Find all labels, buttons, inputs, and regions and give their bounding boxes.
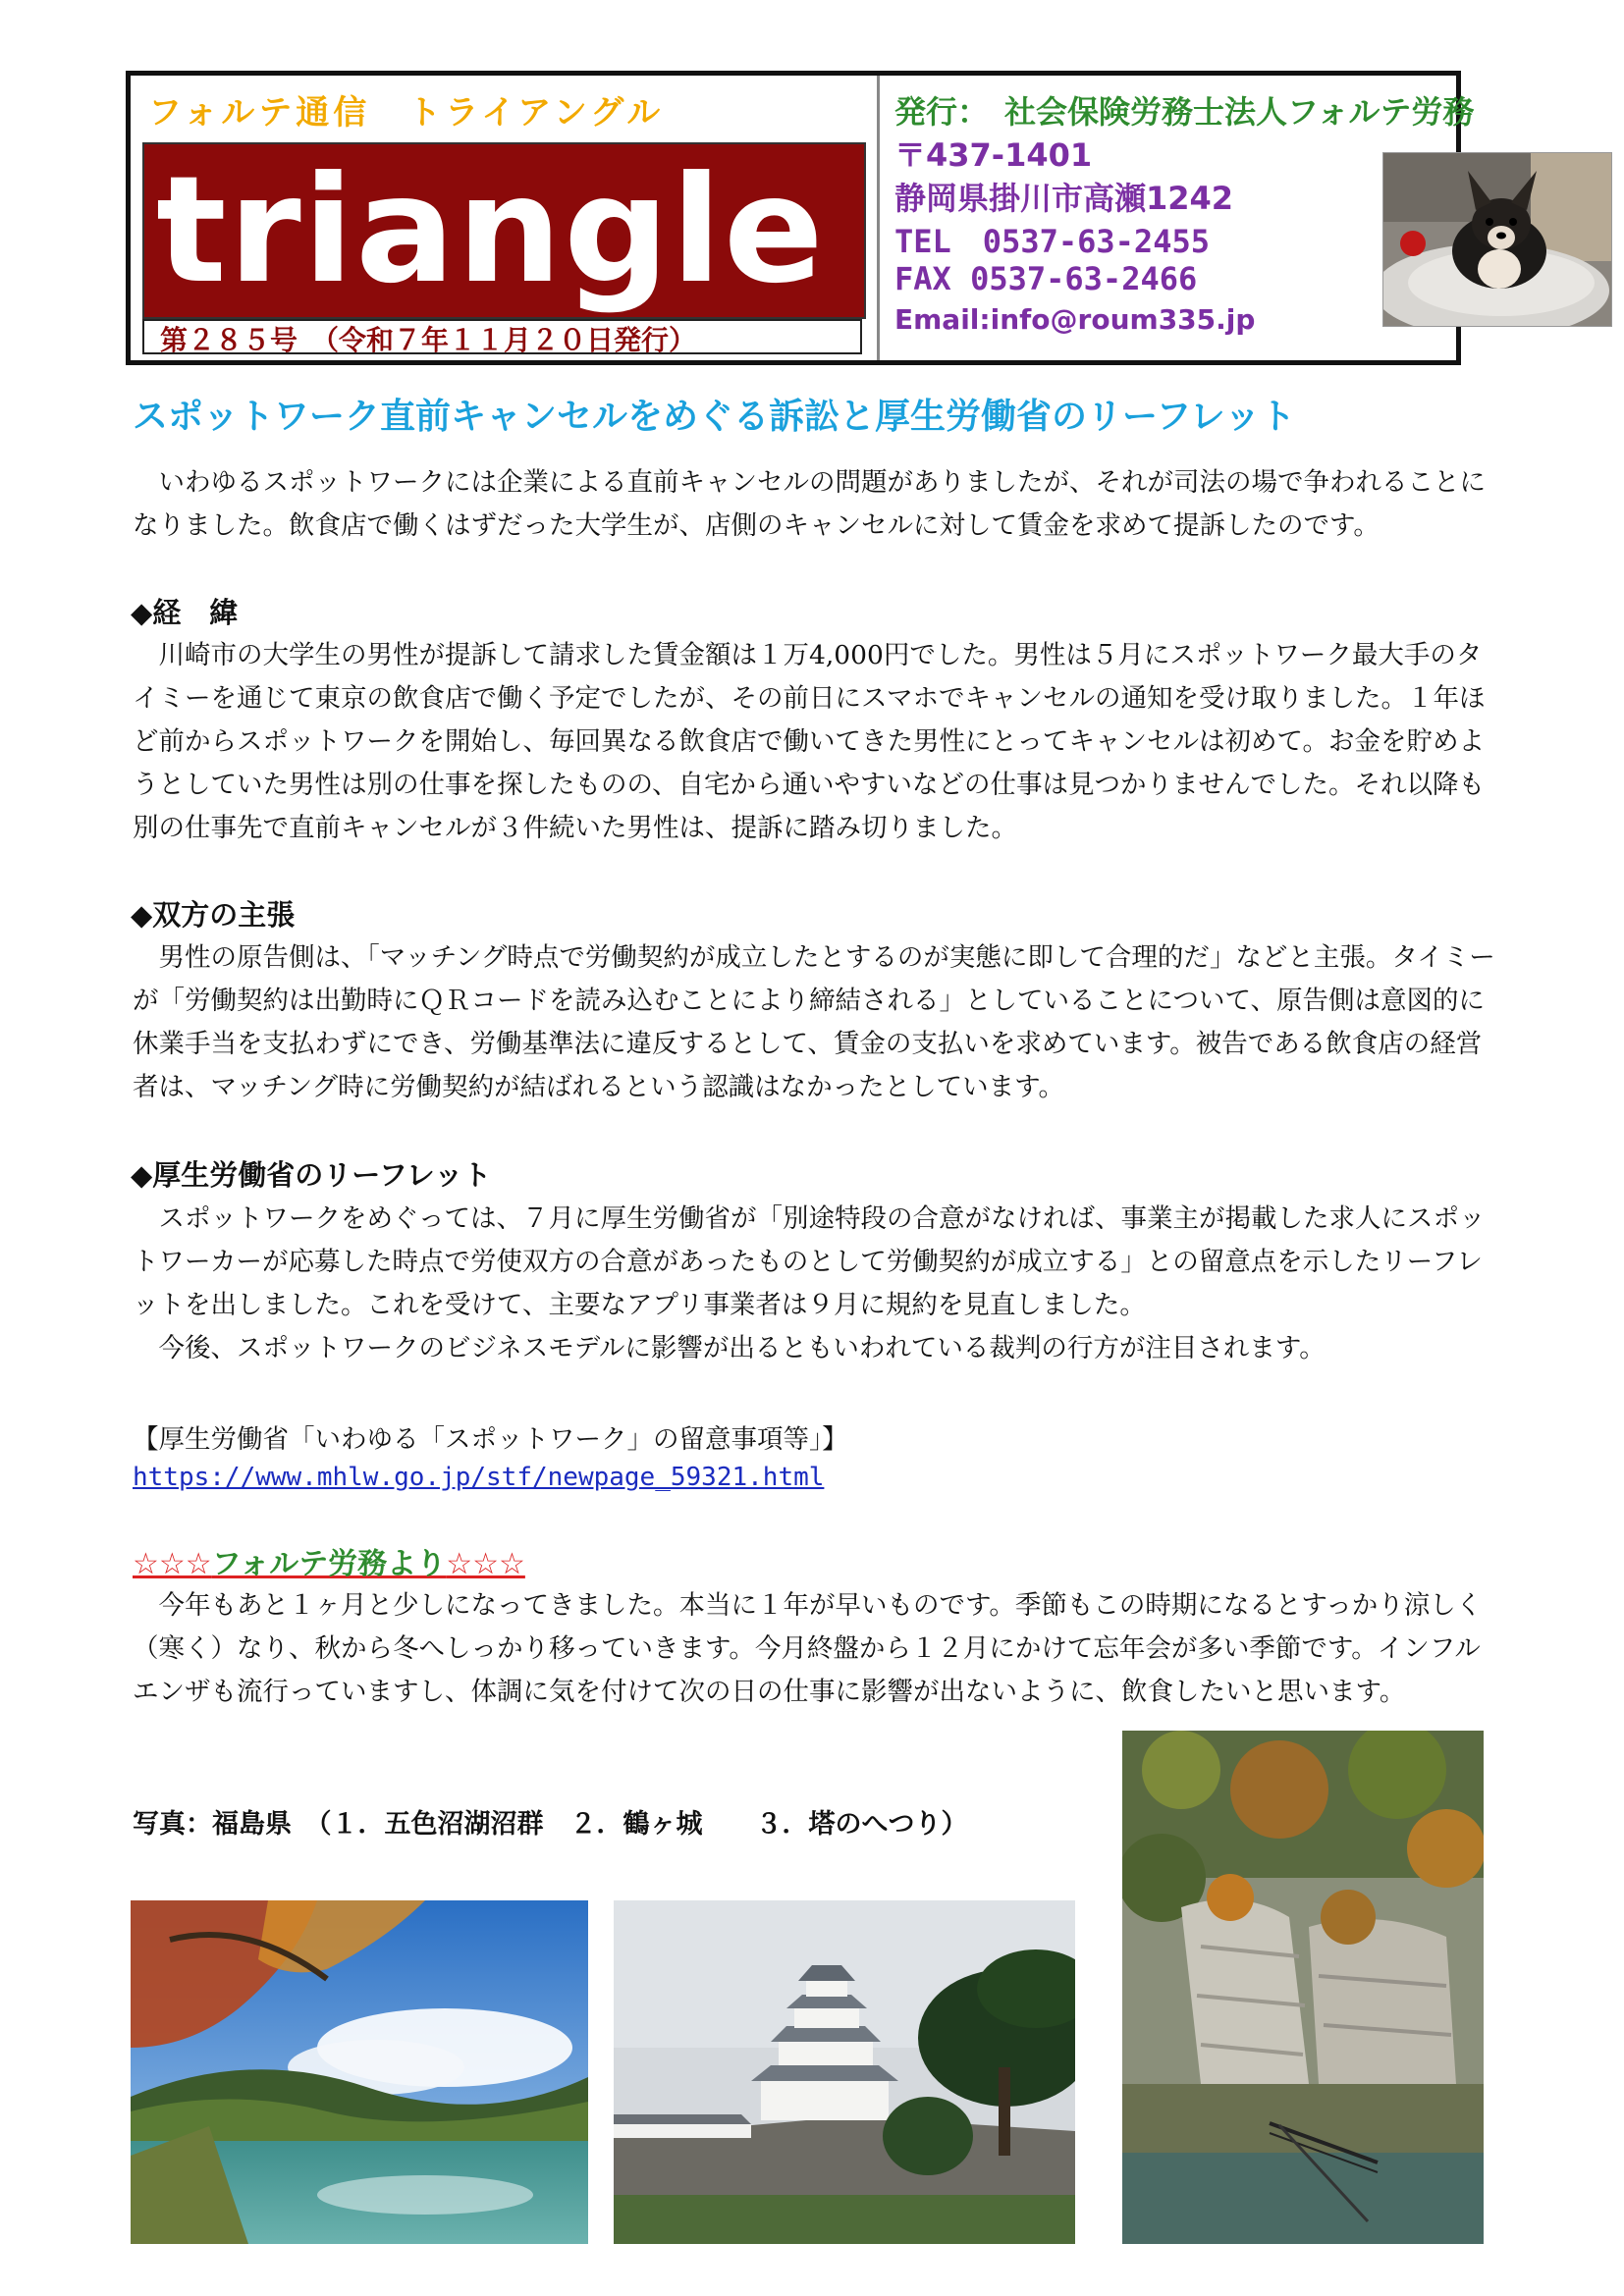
section-leaflet <box>133 1198 1502 1370</box>
photo-tonohetsuri <box>1122 1731 1484 2244</box>
section-background <box>133 634 1502 850</box>
reference-link[interactable]: https://www.mhlw.go.jp/stf/newpage_59321.html <box>133 1463 825 1492</box>
article-headline: スポットワーク直前キャンセルをめぐる訴訟と厚生労働省のリーフレット <box>133 397 1296 437</box>
reference-title: 【厚生労働省「いわゆる「スポットワーク」の留意事項等」】 <box>133 1424 848 1455</box>
forte-message <box>133 1584 1502 1714</box>
section-background-text: 川崎市の大学生の男性が提訴して請求した賃金額は１万4,000円でした。男性は５月にスポットワーク最大手のタイミーを通じて東京の飲食店で働く予定でしたが、その前日にスマホでキャンセルの通知を受け取りました。１年ほど前からスポットワークを開始し、毎回異なる飲食店で働いてきた男性にとってキャンセルは初めて。お金を貯めようとしていた男性は別の仕事を探したものの、自宅から通いやすいなどの仕事は見つかりませんでした。それ以降も別の仕事先で直前キャンセルが３件続いた男性は、提訴に踏み切りました。 <box>133 640 1486 843</box>
forte-message-text: 今年もあと１ヶ月と少しになってきました。本当に１年が早いものです。季節もこの時期になるとすっかり涼しく（寒く）なり、秋から冬へしっかり移っていきます。今月終盤から１２月にかけて忘年会が多い季節です。インフルエンザも流行っていますし、体調に気を付けて次の日の仕事に影響が出ないように、飲食したいと思います。 <box>133 1590 1483 1707</box>
masthead-subtitle: フォルテ通信 トライアングル <box>148 93 665 133</box>
masthead-title-banner <box>142 142 866 319</box>
email-address[interactable]: Email:info@roum335.jp <box>894 303 1256 336</box>
section-leaflet-text-2: 今後、スポットワークのビジネスモデルに影響が出るともいわれている裁判の行方が注目されます。 <box>158 1333 1326 1363</box>
section-claims-text: 男性の原告側は、「マッチング時点で労働契約が成立したとするのが実態に即して合理的だ」などと主張。タイミーが「労働契約は出勤時にＱＲコードを読み込むことにより締結される」としていることについて、原告側は意図的に休業手当を支払わずにでき、労働基準法に違反するとして、賃金の支払いを求めています。被告である飲食店の経営者は、マッチング時に労働契約が結ばれるという認識はなかったとしています。 <box>133 942 1495 1102</box>
masthead-title-block <box>131 76 877 360</box>
photo-tsurugajo <box>614 1900 1075 2244</box>
section-heading-leaflet: ◆厚生労働省のリーフレット <box>131 1158 492 1192</box>
masthead-divider <box>877 76 880 360</box>
section-heading-claims: ◆双方の主張 <box>131 898 296 932</box>
photo-caption: 写真：福島県 （１．五色沼湖沼群 ２．鶴ヶ城 ３．塔のへつり） <box>133 1809 968 1840</box>
intro-paragraph: いわゆるスポットワークには企業による直前キャンセルの問題がありましたが、それが司法の場で争われることになりました。飲食店で働くはずだった大学生が、店側のキャンセルに対して賃金を求めて提訴したのです。 <box>133 467 1486 541</box>
issue-number: 第２８５号 （令和７年１１月２０日発行） <box>160 324 697 356</box>
fax-number: FAX 0537-63-2466 <box>894 260 1198 297</box>
photo-goshikinuma <box>131 1900 588 2244</box>
publisher-block <box>887 76 1475 360</box>
stars-left: ☆☆☆ <box>133 1547 212 1581</box>
section-leaflet-text: スポットワークをめぐっては、７月に厚生労働省が「別途特段の合意がなければ、事業主が掲載した求人にスポットワーカーが応募した時点で労使双方の合意があったものとして労働契約が成立する」との留意点を示したリーフレットを出しました。これを受けて、主要なアプリ事業者は９月に規約を見直しました。 <box>133 1203 1486 1320</box>
postal-code: 〒437-1401 <box>894 136 1093 174</box>
address: 静岡県掛川市高瀬1242 <box>894 180 1234 217</box>
masthead <box>126 71 1475 365</box>
publisher-name: 発行： 社会保険労務士法人フォルテ労務 <box>894 93 1475 131</box>
article-intro <box>133 461 1502 548</box>
phone-number: TEL 0537-63-2455 <box>894 223 1210 260</box>
section-heading-background: ◆経 緯 <box>131 596 239 629</box>
section-claims <box>133 936 1502 1109</box>
forte-heading-name: フォルテ労務より <box>211 1547 447 1581</box>
dog-photo <box>1382 152 1612 327</box>
masthead-title: triangle <box>156 145 826 316</box>
forte-heading <box>133 1539 525 1582</box>
stars-right: ☆☆☆ <box>446 1547 525 1581</box>
